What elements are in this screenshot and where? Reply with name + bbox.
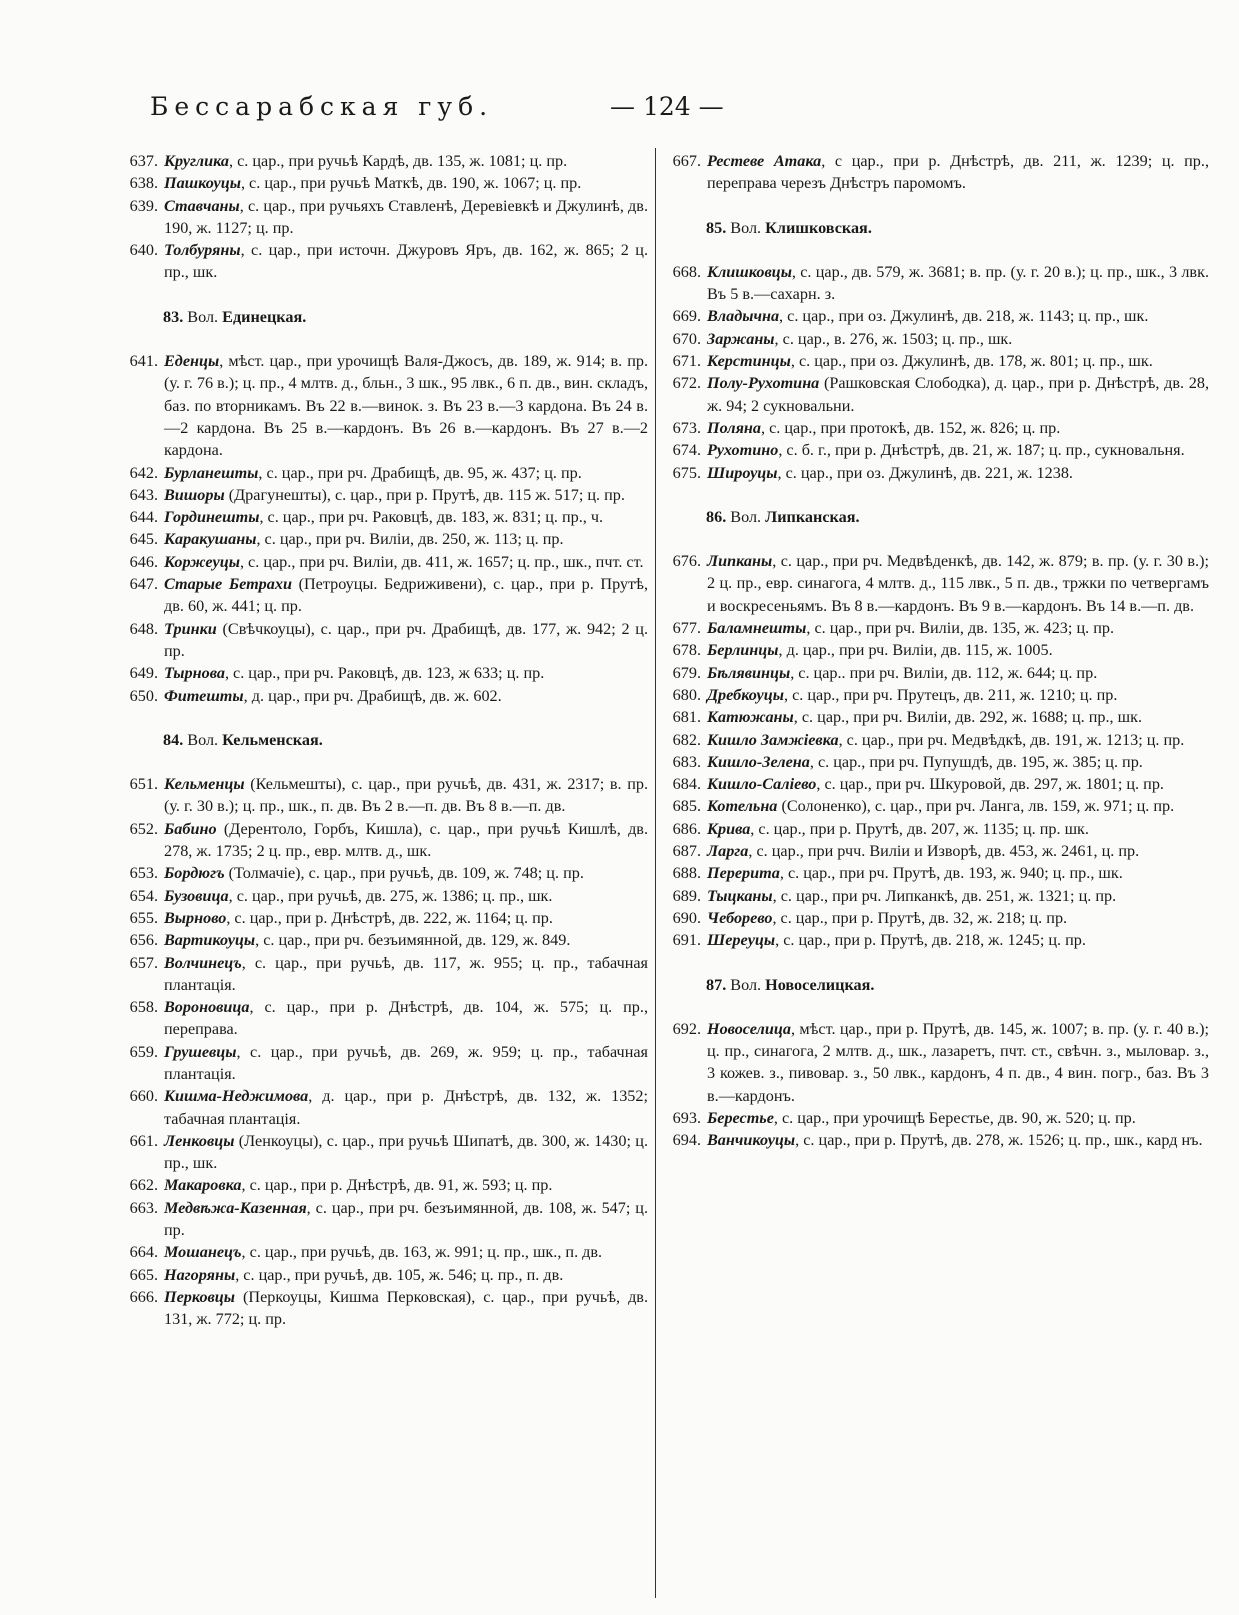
- volost-name: Новоселицкая.: [765, 975, 875, 994]
- entry-number: 683.: [672, 752, 701, 771]
- settlement-name: Волчинецъ: [164, 953, 242, 972]
- entry-number: 646.: [129, 552, 158, 571]
- settlement-name: Еденцы: [164, 352, 220, 371]
- entry-number: 651.: [129, 775, 158, 794]
- settlement-entry: [118, 195, 648, 240]
- entry-number: 669.: [672, 307, 701, 326]
- settlement-entry: [661, 617, 1209, 639]
- settlement-entry: [661, 550, 1209, 617]
- settlement-name: Липканы: [707, 552, 773, 571]
- settlement-name: Кишло-Салiево: [707, 775, 817, 794]
- entry-number: 673.: [672, 418, 701, 437]
- settlement-details: , с. цар., при ручьѣ, дв. 105, ж. 546; ц. пр., п. дв.: [235, 1265, 564, 1284]
- volost-number: 86.: [706, 507, 727, 526]
- settlement-entry: [118, 239, 648, 284]
- settlement-entry: [661, 751, 1209, 773]
- settlement-entry: [118, 506, 648, 528]
- settlement-entry: [661, 795, 1209, 817]
- settlement-name: Тыцканы: [707, 886, 773, 905]
- settlement-details: (Солоненко), с. цар., при рч. Ланга, лв. 159, ж. 971; ц. пр.: [777, 797, 1175, 816]
- settlement-name: Бурланешты: [164, 463, 259, 482]
- entry-number: 679.: [672, 663, 701, 682]
- settlement-name: Бабино: [164, 819, 217, 838]
- entry-number: 666.: [129, 1287, 158, 1306]
- settlement-name: Нагоряны: [164, 1265, 236, 1284]
- entry-number: 681.: [672, 708, 701, 727]
- settlement-entry: [118, 1197, 648, 1242]
- settlement-name: Мошанецъ: [164, 1243, 242, 1262]
- settlement-name: Кельменцы: [164, 775, 245, 794]
- settlement-name: Ленковцы: [164, 1131, 235, 1150]
- settlement-details: , с. цар., при протокѣ, дв. 152, ж. 826; ц. пр.: [761, 418, 1061, 437]
- volost-number: 84.: [163, 730, 184, 749]
- entry-number: 642.: [129, 463, 158, 482]
- settlement-entry: [118, 907, 648, 929]
- volost-label: Вол.: [183, 730, 223, 749]
- entry-number: 663.: [129, 1198, 158, 1217]
- entry-number: 689.: [672, 886, 701, 905]
- settlement-details: , с. цар., при урочищѣ Берестье, дв. 90, ж. 520; ц. пр.: [773, 1108, 1136, 1127]
- settlement-entry: [118, 551, 648, 573]
- settlement-details: , с. цар., при р. Днѣстрѣ, дв. 222, ж. 1164; ц. пр.: [226, 908, 553, 927]
- province-title: Бессарабская губ.: [150, 92, 494, 121]
- settlement-details: , с. цар., при оз. Джулинѣ, дв. 218, ж. 1143; ц. пр., шк.: [779, 307, 1149, 326]
- volost-number: 87.: [706, 975, 727, 994]
- settlement-details: (Дерентоло, Горбъ, Кишла), с. цар., при ручьѣ Кишлѣ, дв. 278, ж. 1735; 2 ц. пр., евр. млтв. д., шк.: [164, 819, 648, 861]
- settlement-entry: [661, 1018, 1209, 1107]
- settlement-entry: [661, 1107, 1209, 1129]
- entry-number: 661.: [129, 1131, 158, 1150]
- entry-number: 675.: [672, 463, 701, 482]
- settlement-entry: [661, 328, 1209, 350]
- settlement-details: , с. цар., дв. 579, ж. 3681; в. пр. (у. г. 20 в.); ц. пр., шк., 3 лвк. Въ 5 в.—сахарн. з.: [707, 262, 1209, 304]
- settlement-entry: [118, 1241, 648, 1263]
- settlement-details: , с. цар., при рч. Медвѣдкѣ, дв. 191, ж. 1213; ц. пр.: [838, 730, 1185, 749]
- settlement-name: Крива: [707, 819, 751, 838]
- settlement-details: , с. цар., при р. Днѣстрѣ, дв. 104, ж. 575; ц. пр., переправа.: [164, 998, 648, 1039]
- settlement-entry: [118, 1130, 648, 1175]
- entry-number: 677.: [672, 619, 701, 638]
- settlement-name: Заржаны: [707, 329, 775, 348]
- settlement-entry: [118, 773, 648, 818]
- entry-number: 687.: [672, 842, 701, 861]
- settlement-details: , д. цар., при рч. Вилiи, дв. 115, ж. 1005.: [778, 641, 1053, 660]
- settlement-details: , с. цар., при рч. Вилiи, дв. 250, ж. 113; ц. пр.: [256, 530, 564, 549]
- entry-number: 682.: [672, 730, 701, 749]
- settlement-entry: [661, 350, 1209, 372]
- volost-heading: [118, 306, 648, 328]
- settlement-details: , с. цар., при оз. Джулинѣ, дв. 178, ж. 801; ц. пр., шк.: [790, 352, 1153, 371]
- volost-heading: [661, 974, 1209, 996]
- settlement-details: , с. цар., при ручьѣ, дв. 269, ж. 959; ц. пр., табачная плантація.: [164, 1042, 648, 1083]
- settlement-entry: [118, 685, 648, 707]
- entry-number: 694.: [672, 1131, 701, 1150]
- settlement-entry: [661, 639, 1209, 661]
- settlement-details: , с. цар., при рч. Прутѣ, дв. 193, ж. 940; ц. пр., шк.: [779, 864, 1123, 883]
- settlement-name: Кишма-Неджимова: [164, 1087, 309, 1106]
- settlement-details: , с. цар., при рч. Вилiи, дв. 135, ж. 423; ц. пр.: [806, 619, 1115, 638]
- settlement-details: (Рашковская Слободка), д. цар., при р. Днѣстрѣ, дв. 28, ж. 94; 2 сукновальни.: [707, 374, 1209, 415]
- settlement-entry: [118, 172, 648, 194]
- settlement-name: Котельна: [707, 797, 778, 816]
- settlement-name: Поляна: [707, 418, 762, 437]
- entry-number: 665.: [129, 1265, 158, 1284]
- entry-number: 658.: [129, 998, 158, 1017]
- settlement-entry: [661, 706, 1209, 728]
- settlement-entry: [661, 305, 1209, 327]
- entry-number: 676.: [672, 552, 701, 571]
- settlement-name: Ванчикоуцы: [707, 1131, 796, 1150]
- entry-number: 680.: [672, 685, 701, 704]
- settlement-entry: [661, 818, 1209, 840]
- settlement-details: , с. цар., при рч. Раковцѣ, дв. 123, ж 633; ц. пр.: [224, 664, 545, 683]
- settlement-name: Гординешты: [164, 508, 260, 527]
- settlement-name: Владычна: [707, 307, 780, 326]
- volost-label: Вол.: [726, 975, 766, 994]
- settlement-entry: [661, 684, 1209, 706]
- volost-name: Липканская.: [765, 507, 860, 526]
- entry-number: 678.: [672, 641, 701, 660]
- settlement-name: Макаровка: [164, 1176, 242, 1195]
- entry-number: 653.: [129, 864, 158, 883]
- volost-name: Клишковская.: [765, 218, 872, 237]
- entry-number: 668.: [672, 262, 701, 281]
- settlement-entry: [661, 773, 1209, 795]
- settlement-name: Грушевцы: [164, 1042, 237, 1061]
- settlement-name: Бордюгъ: [164, 864, 225, 883]
- entry-number: 660.: [129, 1087, 158, 1106]
- entry-number: 650.: [129, 686, 158, 705]
- settlement-details: (Ленкоуцы), с. цар., при ручьѣ Шипатѣ, дв. 300, ж. 1430; ц. пр., шк.: [164, 1131, 648, 1173]
- settlement-name: Перерита: [707, 864, 780, 883]
- page-number: — 124 —: [610, 92, 724, 121]
- entry-number: 693.: [672, 1108, 701, 1127]
- settlement-details: , с. цар., в. 276, ж. 1503; ц. пр., шк.: [774, 329, 1013, 348]
- settlement-entry: [118, 350, 648, 461]
- settlement-entry: [118, 528, 648, 550]
- entry-number: 647.: [129, 575, 158, 594]
- settlement-name: Перковцы: [164, 1287, 236, 1306]
- settlement-name: Круглика: [164, 152, 230, 170]
- settlement-details: , с цар., при р. Днѣстрѣ, дв. 211, ж. 1239; ц. пр., переправа черезъ Днѣстръ паромомъ.: [707, 152, 1209, 193]
- volost-heading: [118, 729, 648, 751]
- entry-number: 652.: [129, 819, 158, 838]
- settlement-details: , с. цар., при ручьѣ, дв. 275, ж. 1386; ц. пр., шк.: [228, 886, 553, 905]
- settlement-details: (Кельмешты), с. цар., при ручьѣ, дв. 431, ж. 2317; в. пр. (у. г. 30 в.); ц. пр., шк., п. дв. Въ 2 в.—п. дв. Въ 8 в.—п. дв.: [164, 775, 648, 816]
- entry-number: 641.: [129, 352, 158, 371]
- settlement-name: Дребкоуцы: [707, 685, 784, 704]
- settlement-name: Берестье: [707, 1108, 774, 1127]
- settlement-name: Рухотино: [707, 441, 779, 460]
- column-divider: [655, 148, 656, 1598]
- settlement-entry: [661, 929, 1209, 951]
- volost-heading: [661, 217, 1209, 239]
- settlement-name: Старые Бетрахи: [164, 575, 292, 594]
- settlement-entry: [118, 618, 648, 663]
- settlement-details: , д. цар., при р. Днѣстрѣ, дв. 132, ж. 1352; табачная плантація.: [164, 1087, 648, 1128]
- settlement-entry: [661, 372, 1209, 417]
- settlement-name: Вороновица: [164, 998, 250, 1017]
- volost-number: 83.: [163, 307, 184, 326]
- settlement-details: , с. цар., при рч. Медвѣденкѣ, дв. 142, ж. 879; в. пр. (у. г. 30 в.); 2 ц. пр., евр. синагога, 4 млтв. д., 115 лвк., 5 п. дв., тржки по четвергамъ и воскресеньямъ. Въ 8 в.—кардонъ. Въ 9 в.—кардонъ. Въ 14 в.—п. дв.: [707, 552, 1209, 615]
- entry-number: 640.: [129, 241, 158, 260]
- settlement-entry: [661, 907, 1209, 929]
- settlement-name: Шереуцы: [707, 931, 776, 950]
- settlement-name: Ларга: [707, 842, 749, 861]
- settlement-name: Вартикоуцы: [164, 931, 256, 950]
- settlement-entry: [118, 1264, 648, 1286]
- settlement-entry: [118, 1174, 648, 1196]
- settlement-name: Фитешты: [164, 686, 244, 705]
- settlement-details: , с. цар., при р. Прутѣ, дв. 207, ж. 1135; ц. пр. шк.: [750, 819, 1089, 838]
- settlement-entry: [661, 462, 1209, 484]
- entry-number: 664.: [129, 1243, 158, 1262]
- settlement-name: Вишоры: [164, 485, 225, 504]
- settlement-name: Тринки: [164, 619, 217, 638]
- settlement-entry: [118, 862, 648, 884]
- settlement-details: , с. цар., при ручьяхъ Ставленѣ, Деревіевкѣ и Джулинѣ, дв. 190, ж. 1127; ц. пр.: [164, 196, 648, 237]
- settlement-details: , с. цар., при рч. Шкуровой, дв. 297, ж. 1801; ц. пр.: [816, 775, 1164, 794]
- settlement-details: , с. цар., при рч. Вилiи, дв. 411, ж. 1657; ц. пр., шк., пчт. ст.: [239, 552, 644, 571]
- settlement-name: Чеборево: [707, 908, 773, 927]
- entry-number: 688.: [672, 864, 701, 883]
- settlement-entry: [661, 150, 1209, 195]
- entry-number: 659.: [129, 1042, 158, 1061]
- settlement-details: (Свѣчкоуцы), с. цар., при рч. Драбищѣ, дв. 177, ж. 942; 2 ц. пр.: [164, 619, 648, 660]
- settlement-details: , с. цар., при р. Прутѣ, дв. 32, ж. 218; ц. пр.: [772, 908, 1068, 927]
- settlement-name: Медвѣжа-Казенная: [164, 1198, 307, 1217]
- settlement-details: , д. цар., при рч. Драбищѣ, дв. ж. 602.: [243, 686, 502, 705]
- settlement-name: Кишло Замжiевка: [707, 730, 839, 749]
- settlement-entry: [118, 573, 648, 618]
- entry-number: 649.: [129, 664, 158, 683]
- settlement-details: , с. цар., при рч. безъимянной, дв. 129, ж. 849.: [255, 931, 571, 950]
- settlement-entry: [661, 862, 1209, 884]
- entry-number: 655.: [129, 908, 158, 927]
- settlement-entry: [118, 662, 648, 684]
- settlement-entry: [118, 484, 648, 506]
- entry-number: 639.: [129, 196, 158, 215]
- volost-label: Вол.: [726, 218, 766, 237]
- settlement-entry: [661, 417, 1209, 439]
- settlement-name: Керстинцы: [707, 352, 791, 371]
- settlement-details: , с. цар., при ручьѣ Маткѣ, дв. 190, ж. 1067; ц. пр.: [240, 174, 582, 193]
- volost-number: 85.: [706, 218, 727, 237]
- settlement-entry: [118, 1041, 648, 1086]
- settlement-entry: [118, 929, 648, 951]
- volost-name: Единецкая.: [222, 307, 307, 326]
- settlement-details: , с. цар., при ручьѣ, дв. 163, ж. 991; ц. пр., шк., п. дв.: [241, 1243, 603, 1262]
- settlement-name: Катюжаны: [707, 708, 794, 727]
- settlement-entry: [661, 261, 1209, 306]
- settlement-name: Широуцы: [707, 463, 778, 482]
- settlement-details: , с. цар., при р. Прутѣ, дв. 218, ж. 1245; ц. пр.: [775, 931, 1086, 950]
- settlement-name: Вырново: [164, 908, 227, 927]
- entry-number: 692.: [672, 1019, 701, 1038]
- settlement-details: , с. цар., при рч. Прутецъ, дв. 211, ж. 1210; ц. пр.: [783, 685, 1118, 704]
- settlement-details: (Перкоуцы, Кишма Перковская), с. цар., при ручьѣ, дв. 131, ж. 772; ц. пр.: [164, 1287, 648, 1329]
- entry-number: 648.: [129, 619, 158, 638]
- settlement-details: , с. цар., при р. Днѣстрѣ, дв. 91, ж. 593; ц. пр.: [241, 1176, 553, 1195]
- settlement-entry: [118, 996, 648, 1041]
- volost-label: Вол.: [726, 507, 766, 526]
- settlement-entry: [118, 462, 648, 484]
- settlement-details: (Петроуцы. Бедриживени), с. цар., при р. Прутѣ, дв. 60, ж. 441; ц. пр.: [164, 575, 648, 616]
- settlement-name: Бузовица: [164, 886, 229, 905]
- settlement-details: , с. цар., при рч. Драбищѣ, дв. 95, ж. 437; ц. пр.: [258, 463, 582, 482]
- settlement-name: Клишковцы: [707, 262, 792, 281]
- settlement-details: , с. цар., при оз. Джулинѣ, дв. 221, ж. 1238.: [777, 463, 1073, 482]
- entry-number: 644.: [129, 508, 158, 527]
- entry-number: 674.: [672, 441, 701, 460]
- entry-number: 656.: [129, 931, 158, 950]
- entry-number: 686.: [672, 819, 701, 838]
- settlement-entry: [118, 1286, 648, 1331]
- settlement-name: Бѣлявинцы: [707, 663, 791, 682]
- settlement-details: , с. цар., при источн. Джуровъ Яръ, дв. 162, ж. 865; 2 ц. пр., шк.: [164, 241, 648, 282]
- settlement-details: , с. цар., при рч. Пупушдѣ, дв. 195, ж. 385; ц. пр.: [809, 752, 1143, 771]
- settlement-entry: [661, 840, 1209, 862]
- entry-number: 670.: [672, 329, 701, 348]
- settlement-details: , с. б. г., при р. Днѣстрѣ, дв. 21, ж. 187; ц. пр., сукновальня.: [778, 441, 1185, 460]
- settlement-name: Тырнова: [164, 664, 225, 683]
- entry-number: 672.: [672, 374, 701, 393]
- entry-number: 684.: [672, 775, 701, 794]
- settlement-name: Каракушаны: [164, 530, 257, 549]
- settlement-name: Баламнешты: [707, 619, 807, 638]
- settlement-details: , с. цар., при рч. Липканкѣ, дв. 251, ж. 1321; ц. пр.: [772, 886, 1117, 905]
- entry-number: 685.: [672, 797, 701, 816]
- page-header: [150, 92, 1200, 132]
- entry-number: 654.: [129, 886, 158, 905]
- settlement-entry: [661, 439, 1209, 461]
- settlement-entry: [661, 1129, 1209, 1151]
- volost-name: Кельменская.: [222, 730, 323, 749]
- settlement-name: Коржеуцы: [164, 552, 240, 571]
- settlement-entry: [118, 885, 648, 907]
- settlement-details: , мѣст. цар., при урочищѣ Валя-Джосъ, дв. 189, ж. 914; в. пр. (у. г. 76 в.); ц. пр., 4 млтв. д., бльн., 3 шк., 95 лвк., 6 п. дв., вин. складъ, баз. по вторникамъ. Въ 22 в.—винок. з. Въ 23 в.—3 кардона. Въ 24 в.—2 кардона. Въ 25 в.—кардонъ. Въ 26 в.—кардонъ. Въ 27 в.—2 кардона.: [164, 352, 648, 460]
- entry-number: 667.: [672, 152, 701, 170]
- settlement-details: , мѣст. цар., при р. Прутѣ, дв. 145, ж. 1007; в. пр. (у. г. 40 в.); ц. пр., синагога, 2 млтв. д., шк., лазаретъ, пчт. ст., свѣчн. з., мыловар. з., 3 кожев. з., пивовар. з., 50 лвк., кардонъ, 4 п. дв., 4 вин. погр., баз. Въ 3 в.—кардонъ.: [707, 1019, 1209, 1105]
- right-column: [661, 150, 1209, 1152]
- settlement-name: Берлинцы: [707, 641, 779, 660]
- settlement-name: Кишло-Зелена: [707, 752, 810, 771]
- settlement-details: (Драгунешты), с. цар., при р. Прутѣ, дв. 115 ж. 517; ц. пр.: [224, 485, 625, 504]
- settlement-details: , с. цар., при рч. безъимянной, дв. 108, ж. 547; ц. пр.: [164, 1198, 648, 1240]
- settlement-details: , с. цар., при ручьѣ Кардѣ, дв. 135, ж. 1081; ц. пр.: [229, 152, 568, 170]
- settlement-details: , с. цар., при рчч. Вилiи и Изворѣ, дв. 453, ж. 2461, ц. пр.: [748, 842, 1140, 861]
- settlement-details: , с. цар., при рч. Вилiи, дв. 292, ж. 1688; ц. пр., шк.: [793, 708, 1142, 727]
- entry-number: 643.: [129, 485, 158, 504]
- settlement-name: Новоселица: [707, 1019, 791, 1038]
- entry-number: 645.: [129, 530, 158, 549]
- settlement-name: Полу-Рухотина: [707, 374, 820, 393]
- settlement-name: Толбуряны: [164, 241, 241, 260]
- entry-number: 690.: [672, 908, 701, 927]
- entry-number: 657.: [129, 953, 158, 972]
- settlement-entry: [118, 952, 648, 997]
- settlement-entry: [118, 818, 648, 863]
- settlement-entry: [661, 662, 1209, 684]
- settlement-details: , с. цар.. при рч. Вилiи, дв. 112, ж. 644; ц. пр.: [790, 663, 1098, 682]
- settlement-name: Рестеве Атака: [707, 152, 822, 170]
- settlement-entry: [661, 885, 1209, 907]
- volost-label: Вол.: [183, 307, 223, 326]
- entry-number: 637.: [129, 152, 158, 170]
- entry-number: 691.: [672, 931, 701, 950]
- entry-number: 638.: [129, 174, 158, 193]
- entry-number: 662.: [129, 1176, 158, 1195]
- settlement-name: Пашкоуцы: [164, 174, 241, 193]
- settlement-entry: [118, 1085, 648, 1130]
- settlement-details: , с. цар., при ручьѣ, дв. 117, ж. 955; ц. пр., табачная плантація.: [164, 953, 648, 994]
- settlement-details: (Толмачіе), с. цар., при ручьѣ, дв. 109, ж. 748; ц. пр.: [224, 864, 584, 883]
- settlement-details: , с. цар., при р. Прутѣ, дв. 278, ж. 1526; ц. пр., шк., кард нъ.: [795, 1131, 1203, 1150]
- settlement-entry: [118, 150, 648, 172]
- volost-heading: [661, 506, 1209, 528]
- settlement-name: Ставчаны: [164, 196, 240, 215]
- settlement-details: , с. цар., при рч. Раковцѣ, дв. 183, ж. 831; ц. пр., ч.: [259, 508, 604, 527]
- settlement-entry: [661, 729, 1209, 751]
- entry-number: 671.: [672, 352, 701, 371]
- left-column: [118, 150, 648, 1331]
